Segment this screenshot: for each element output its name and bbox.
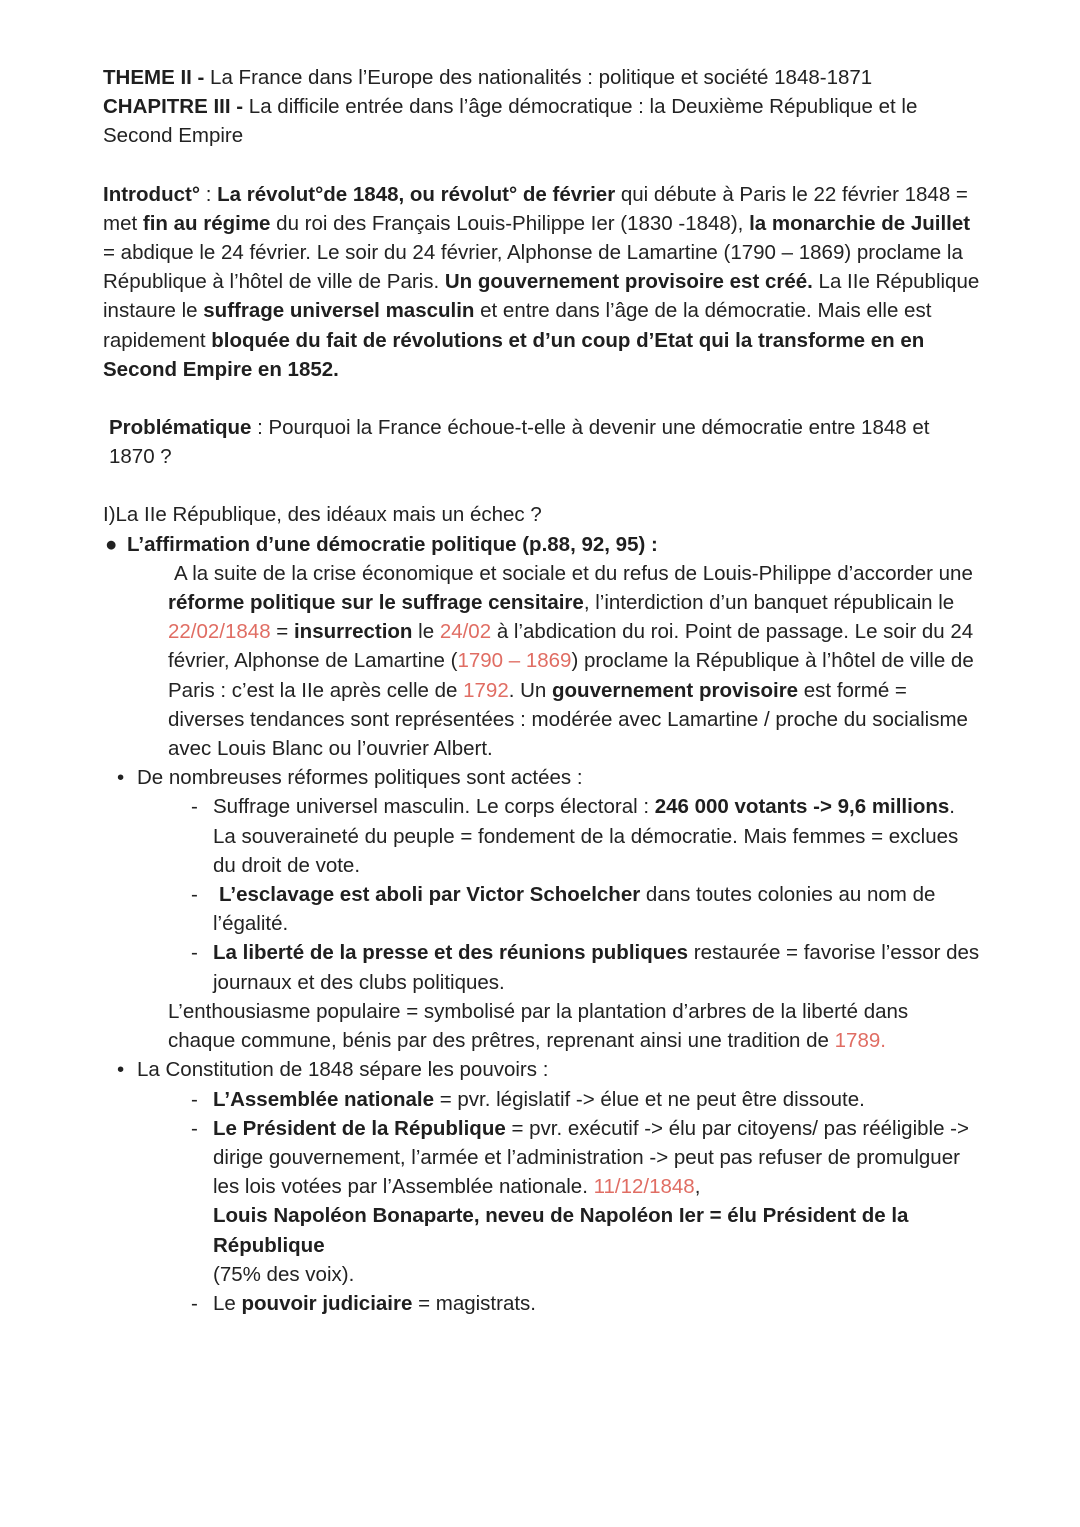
- bullet-icon: ●: [105, 532, 118, 556]
- intro-text: = abdique le 24 février. Le soir du 24 février, Alphonse de Lamartine (1790 – 1869) proclame la République à l’hôtel de ville de Paris.: [103, 241, 963, 294]
- reform-text: La liberté de la presse et des réunions publiques: [213, 941, 689, 965]
- enthusiasm-paragraph: [103, 997, 980, 1055]
- intro-text: Un gouvernement provisoire est créé.: [444, 270, 813, 294]
- para-text: gouvernement provisoire: [552, 678, 799, 702]
- intro-text: La révolut°de 1848, ou révolut° de février: [217, 182, 616, 206]
- power-text: Le: [213, 1291, 242, 1315]
- para-text: L’enthousiasme populaire = symbolisé par la plantation d’arbres de la liberté dans chaque commune, bénis par des prêtres, reprenant ainsi une tradition de: [168, 999, 909, 1053]
- bullet-icon: •: [117, 1058, 125, 1082]
- theme-text: La France dans l’Europe des nationalités : politique et société 1848-1871: [204, 66, 873, 89]
- intro-text: et entre dans l’âge de la démocratie. Mais elle est rapidement: [103, 299, 932, 352]
- dash-icon: -: [191, 1116, 198, 1140]
- chapter-heading: [103, 92, 980, 150]
- intro-text: suffrage universel masculin: [203, 299, 475, 323]
- para-text: est formé = diverses tendances sont représentées : modérée avec Lamartine / proche du socialisme avec Louis Blanc ou l’ouvrier Albert.: [168, 678, 968, 761]
- intro-text: fin au régime: [142, 211, 271, 235]
- reform-text: 246 000 votants -> 9,6 millions: [654, 795, 950, 819]
- intro-text: qui débute à Paris le 22 février 1848 = met: [103, 182, 968, 235]
- theme-heading: [103, 63, 980, 92]
- power-legislative: [103, 1085, 980, 1114]
- spacer: [103, 384, 980, 413]
- bullet-constitution-title: La Constitution de 1848 sépare les pouvoirs :: [137, 1058, 549, 1082]
- dash-icon: -: [191, 1087, 198, 1111]
- date-highlight: 11/12/1848: [593, 1175, 695, 1199]
- bullet-democracy-title: L’affirmation d’une démocratie politique (p.88, 92, 95) :: [127, 532, 658, 556]
- intro-text: :: [200, 182, 218, 206]
- date-highlight: 24/02: [439, 620, 492, 644]
- intro-paragraph: [103, 180, 980, 384]
- para-text: . Un: [508, 678, 553, 702]
- chapter-text: La difficile entrée dans l’âge démocratique : la Deuxième République et le Second Empire: [103, 95, 918, 148]
- problematic-text: : Pourquoi la France échoue-t-elle à devenir une démocratie entre 1848 et 1870 ?: [109, 416, 930, 469]
- power-text: ,: [694, 1175, 701, 1199]
- date-highlight: 1790 – 1869: [457, 649, 572, 673]
- intro-text: bloquée du fait de révolutions et d’un coup d’Etat qui la transforme en en Second Empire en 1852.: [103, 328, 925, 381]
- bullet-democracy: [103, 530, 980, 559]
- problematic-paragraph: [103, 413, 980, 471]
- power-text: = magistrats.: [412, 1291, 536, 1315]
- para-text: réforme politique sur le suffrage censitaire: [168, 591, 584, 615]
- intro-text: du roi des Français Louis-Philippe Ier (1830 -1848),: [270, 211, 750, 235]
- intro-text: La IIe République instaure le: [103, 270, 980, 323]
- reform-suffrage: [103, 792, 980, 880]
- section-title: I)La IIe République, des idéaux mais un échec ?: [103, 503, 542, 527]
- spacer: [103, 471, 980, 500]
- theme-label: THEME II -: [103, 66, 205, 89]
- bullet-icon: •: [117, 766, 125, 790]
- problematic-label: Problématique: [109, 416, 252, 440]
- power-text: = pvr. législatif -> élue et ne peut être dissoute.: [434, 1087, 865, 1111]
- para-text: à l’abdication du roi. Point de passage. Le soir du 24 février, Alphonse de Lamartine (: [168, 620, 974, 673]
- dash-icon: -: [191, 795, 198, 819]
- dash-icon: -: [191, 1291, 198, 1315]
- dash-icon: -: [191, 883, 198, 907]
- reform-press: [103, 938, 980, 996]
- chapter-label: CHAPITRE III -: [103, 95, 244, 119]
- date-highlight: 1789.: [834, 1029, 886, 1053]
- democracy-paragraph: [103, 559, 980, 763]
- power-executive: [103, 1114, 980, 1289]
- power-text: = pvr. exécutif -> élu par citoyens/ pas rééligible -> dirige gouvernement, l’armée et l’administration -> peut pas refuser de promulguer les lois votées par l’Assemblée nationale.: [213, 1116, 969, 1199]
- intro-label: Introduct°: [103, 182, 201, 206]
- para-text: =: [270, 620, 294, 644]
- para-text: le: [412, 620, 440, 644]
- date-highlight: 22/02/1848: [168, 620, 271, 644]
- reform-text: dans toutes colonies au nom de l’égalité.: [213, 883, 936, 936]
- date-highlight: 1792: [463, 678, 509, 702]
- intro-text: la monarchie de Juillet: [749, 211, 971, 235]
- power-text: (75% des voix).: [213, 1262, 355, 1286]
- spacer: [103, 151, 980, 180]
- bullet-reforms-title: De nombreuses réformes politiques sont actées :: [137, 766, 583, 790]
- reform-text: Suffrage universel masculin. Le corps électoral :: [213, 795, 655, 819]
- para-text: A la suite de la crise économique et sociale et du refus de Louis-Philippe d’accorder une: [174, 561, 973, 585]
- power-judicial: [103, 1289, 980, 1318]
- para-text: , l’interdiction d’un banquet républicain le: [583, 591, 955, 615]
- bullet-constitution: [103, 1055, 980, 1084]
- reform-text: . La souveraineté du peuple = fondement de la démocratie. Mais femmes = exclues du droit de vote.: [213, 795, 959, 877]
- power-text: L’Assemblée nationale: [213, 1087, 435, 1111]
- reform-slavery: [103, 880, 980, 938]
- bullet-reforms: [103, 763, 980, 792]
- reform-text: restaurée = favorise l’essor des journaux et des clubs politiques.: [213, 941, 980, 994]
- para-text: ) proclame la République à l’hôtel de ville de Paris : c’est la IIe après celle de: [168, 649, 974, 702]
- para-text: insurrection: [293, 620, 413, 644]
- power-text: pouvoir judiciaire: [241, 1291, 413, 1315]
- reform-text: L’esclavage est aboli par Victor Schoelcher: [219, 883, 641, 907]
- dash-icon: -: [191, 941, 198, 965]
- power-text: Le Président de la République: [213, 1116, 506, 1140]
- power-text: Louis Napoléon Bonaparte, neveu de Napoléon Ier = élu Président de la République: [213, 1204, 909, 1257]
